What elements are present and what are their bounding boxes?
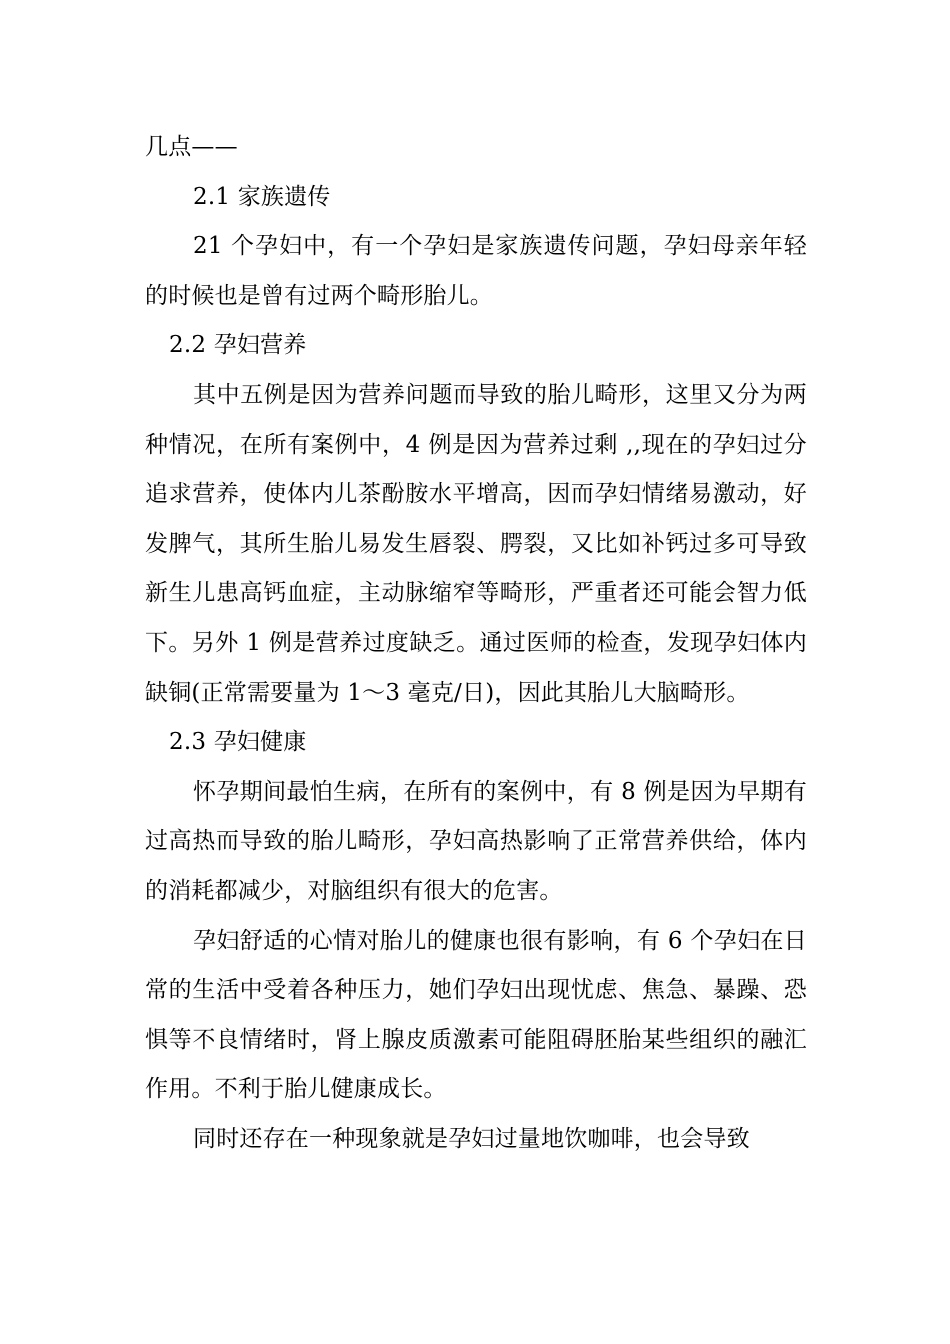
section-heading-nutrition: 2.2 孕妇营养 bbox=[169, 332, 307, 359]
paragraph-coffee: 同时还存在一种现象就是孕妇过量地饮咖啡，也会导致 bbox=[193, 1125, 750, 1152]
section-heading-family-heredity: 2.1 家族遗传 bbox=[193, 183, 331, 210]
section-heading-health: 2.3 孕妇健康 bbox=[169, 729, 307, 756]
paragraph-fever: 怀孕期间最怕生病，在所有的案例中，有 8 例是因为早期有过高热而导致的胎儿畸形，孕妇高热影响了正常营养供给，体内的消耗都减少，对脑组织有很大的危害。 bbox=[145, 778, 807, 904]
paragraph-family-heredity: 21 个孕妇中，有一个孕妇是家族遗传问题，孕妇母亲年轻的时候也是曾有过两个畸形胎儿。 bbox=[145, 233, 807, 309]
paragraph-mood: 孕妇舒适的心情对胎儿的健康也很有影响，有 6 个孕妇在日常的生活中受着各种压力，她们孕妇出现忧虑、焦急、暴躁、恐惧等不良情绪时，肾上腺皮质激素可能阻碍胚胎某些组织的融汇作用。不利于胎儿健康成长。 bbox=[145, 927, 807, 1103]
paragraph-intro-fragment: 几点—— bbox=[145, 134, 238, 160]
paragraph-nutrition: 其中五例是因为营养问题而导致的胎儿畸形，这里又分为两种情况，在所有案例中，4 例是因为营养过剩 ,,现在的孕妇过分追求营养，使体内儿茶酚胺水平增高，因而孕妇情绪易激动，好发脾气，其所生胎儿易发生唇裂、腭裂，又比如补钙过多可导致新生儿患高钙血症，主动脉缩窄等畸形，严重者还可能会智力低下。另外 1 例是营养过度缺乏。通过医师的检查，发现孕妇体内缺铜(正常需要量为 1～3 毫克/日)，因此其胎儿大脑畸形。 bbox=[145, 381, 807, 706]
document-body bbox=[145, 123, 807, 1164]
